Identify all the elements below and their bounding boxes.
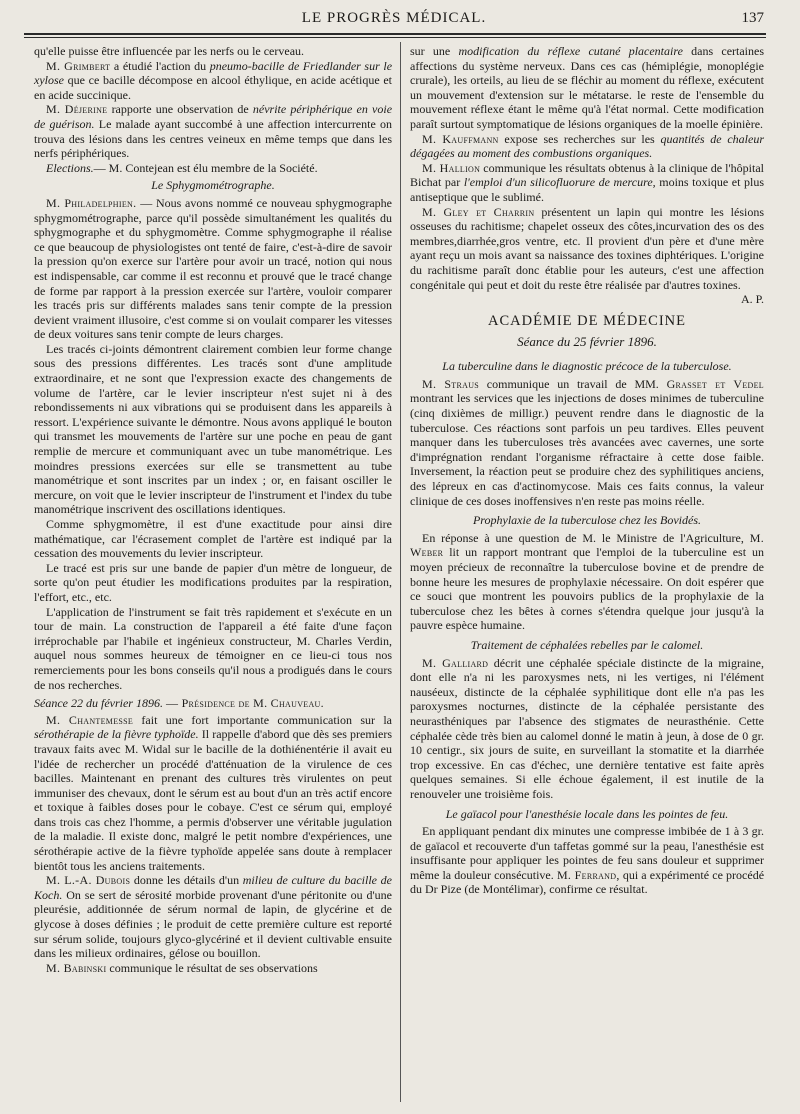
paragraph-philadelphien — [34, 196, 392, 342]
paragraph-application: L'application de l'instrument se fait très rapidement et s'exécute en un tour de main. La construction de l'appareil a été faite d'une façon irréprochable par l'habile et ingénieux constructeur, M. Charles Verdin, auquel nous sommes heureux de témoigner en ce lieu-ci tous nos remerciements pour les bons conseils qu'il nous a prodigués dans le cours de nos recherches. — [34, 604, 392, 692]
subheading-bovides: Prophylaxie de la tuberculose chez les Bovidés. — [472, 513, 702, 528]
paragraph-kauffmann — [410, 132, 764, 161]
author-galliard: M. Galliard — [422, 655, 489, 670]
topic-dejerine: névrite périphérique en voie de guérison. — [34, 102, 393, 131]
topic-hallion: l'emploi d'un silicofluorure de mercure, — [463, 175, 656, 190]
author-dejerine: M. Déjerine — [46, 102, 108, 117]
text: On se sert de sérosité morbide provenant d'une péritonite ou d'une pleurésie, additionnée de sérum normal de lapin, de glycérine et de glycose à doses définies ; le produit de cette première culture est reporté sur sérum solide, toujours glyco-glycériné et il devient cultivable ensuite dans les milieux ordinaires, gélose ou bouillon. — [34, 887, 393, 961]
running-head — [24, 4, 764, 30]
paragraph-traces: Les tracés ci-joints démontrent clairement combien leur forme change sous des pressions différentes. Les tracés sont d'une amplitude extraordinaire, et ne sont que l'expression exacte des changements de volume de l'artère, car le levier inscripteur n'est sujet ni à des rebondissements ni aux vibrations qui se produisent dans les appareils à ressort. L'expérience suivante le démontre. Nous avons appliqué le bouton qui transmet les mouvements de l'artère sur une poche en peau de gant remplie de mercure et communiquant avec un tube manométrique. Les moindres pressions exercées sur elle se transmettent au tube manométrique et sont inscrites par un index ; or, en faisant osciller le mercure, on voit que le levier inscripteur de l'instrument et l'index du tube manométrique inscrivent des oscillations identiques. — [34, 341, 392, 517]
text: communique les résultats obtenus à la clinique de l'hôpital Bichat par — [410, 160, 764, 190]
text: — Nous avons nommé ce nouveau sphygmographe sphygmométrographe, parce qu'il possède simultanément les qualités du sphygmographe et du sphygmomètre. Comme sphygmographe il réalise ce que beaucoup de physiologistes ont tenté de faire, c'est-à-dire de savoir la pression qu'on exerce sur l'artère pour avoir un tracé, notion qui nous est indispensable, car comme il est reconnu et prouvé que le tracé change de forme par rapport à la pression exercée sur l'artère, vouloir comparer les tracés pris sur différents malades sans tenir compte de la pression devient vraiment illusoire, c'est comme si on voulait comparer les vitesses de deux voitures sans tenir compte de leurs charges. — [34, 195, 393, 342]
topic-dubois: milieu de culture du bacille de Koch. — [34, 873, 393, 902]
header-rule — [24, 33, 766, 35]
text: qui a expérimenté ce procédé du Dr Pize (de Montélimar), confirme ce résultat. — [410, 867, 765, 897]
text: décrit une céphalée spéciale distincte de la migraine, dont elle n'a ni les paroxysmes nets, ni les vertiges, ni l'élément nauséeux, distincte de la céphalée syphilitique dont elle n'a pas les paroxysmes nocturnes, distincte de la céphalée persistante des neurasthéniques par l'absence des stigmates de neurasthénie. Cette céphalée cède très bien au calomel donné le matin à jeun, à dose de 0 gr. 10 centigr., six jours de suite, en surveillant la stomatite et la diarrhée trop excessive. En cas d'échec, une dernière tentative est faite après quelques semaines. Si elle échoue également, il est inutile de la renouveler une troisième fois. — [410, 655, 764, 801]
paragraph-elections — [34, 161, 392, 176]
topic-chantemesse: sérothérapie de la fièvre typhoïde. — [34, 727, 199, 742]
author-gley-charrin: M. Gley et Charrin — [422, 204, 535, 219]
author-kauffmann: M. Kauffmann — [422, 131, 499, 146]
text: sur une — [410, 44, 451, 58]
paragraph-babinski-cont — [410, 44, 764, 132]
text: — M. Contejean est élu membre de la Société. — [93, 160, 318, 175]
text: communique un travail de MM. — [486, 376, 659, 391]
author-grimbert: M. Grimbert — [46, 58, 111, 73]
signature: A. P. — [740, 292, 764, 307]
subheading-sphygmometrographe: Le Sphygmométrographe. — [151, 178, 275, 193]
paragraph-continuation: qu'elle puisse être influencée par les nerfs ou le cerveau. — [34, 44, 305, 58]
paragraph-dubois — [34, 873, 392, 961]
subheading-calomel: Traitement de céphalées rebelles par le calomel. — [470, 637, 704, 652]
section-academie: ACADÉMIE DE MÉDECINE — [487, 313, 686, 330]
text: lit un rapport montrant que l'emploi de la tuberculine est un moyen précieux de reconnaître la tuberculose bovine et de prendre de bonne heure les mesures de prophylaxie nécessaire. On doit espérer que ce souci que montrent les pouvoirs publics de la prophylaxie de la tuberculose chez les bêtes à cornes s'étendra quelque jour jusqu'à la pauvre espèce humaine. — [410, 545, 765, 633]
topic-kauffmann: quantités de chaleur dégagées au moment des combustions organiques. — [410, 131, 764, 161]
text: donne les détails d'un — [133, 873, 240, 888]
text: moins toxique et plus antiseptique que le sublimé. — [410, 175, 765, 204]
text: dans certaines affections du système nerveux. Dans ces cas (hémiplégie, monoplégie crurale), les orteils, au lieu de se fléchir au moment du réflexe, exécutent un mouvement d'extension sur le métatarse. le reste de l'ensemble du mouvement réflexe étant le même qu'à l'état normal. Cette modification paraît surtout symptomatique de lésions organiques de la moelle épinière. — [410, 44, 765, 131]
author-chantemesse: M. Chantemesse — [46, 712, 134, 727]
paragraph-hallion — [410, 161, 764, 205]
page-number: 137 — [741, 10, 764, 26]
subheading-gaiacol: Le gaïacol pour l'anesthésie locale dans les pointes de feu. — [445, 806, 729, 821]
paragraph-straus — [410, 377, 764, 508]
paragraph-chantemesse — [34, 713, 392, 874]
text: En appliquant pendant dix minutes une compresse imbibée de 1 à 3 gr. de gaïacol et recouverte d'un taffetas gommé sur la peau, l'anesthésie est insuffisante pour appliquer les pointes de feu sans douleur et supprimer même la douleur consécutive. — [410, 824, 764, 882]
seance-date: Séance 22 du février 1896. — [34, 696, 163, 711]
journal-title: LE PROGRÈS MÉDICAL. — [301, 10, 487, 26]
author-babinski: M. Babinski — [46, 960, 107, 975]
paragraph-dejerine — [34, 102, 392, 160]
paragraph-grimbert — [34, 59, 392, 103]
paragraph-sphygmometre: Comme sphygmomètre, il est d'une exactitude pour ainsi dire mathématique, car l'écrasement complet de l'artère est indiqué par la cessation des mouvements du levier inscripteur. — [34, 517, 392, 561]
paragraph-trace: Le tracé est pris sur une bande de papier d'un mètre de longueur, de sorte qu'on peut étudier les modifications produites par la respiration, l'effort, etc., etc. — [34, 560, 392, 604]
right-column — [410, 44, 764, 897]
left-column — [34, 44, 392, 975]
text: a étudié l'action du — [113, 58, 207, 73]
author-weber: M. Weber — [410, 530, 765, 560]
subheading-tuberculine: La tuberculine dans le diagnostic précoce de la tuberculose. — [442, 359, 732, 374]
paragraph-bovides — [410, 531, 764, 633]
header-rule-thin — [24, 37, 766, 38]
author-ferrand: M. Ferrand, — [556, 867, 620, 882]
paragraph-gley-charrin — [410, 204, 765, 307]
text: communique le résultat de ses observations — [109, 960, 318, 975]
text: Il rappelle d'abord que dès ses premiers travaux faits avec M. Widal sur le bacille de la dothiénentérie il avait eu l'idée de rechercher un procédé d'atténuation de la virulence de ces bacilles. Maintenant en prenant des cultures très virulentes on peut immuniser des chevaux, dont le sérum est au bout d'un an très actif encore et toxique à faibles doses pour le cobaye. C'est ce sérum qui, employé dans trois cas chez l'homme, a permis d'observer une véritable jugulation de la maladie. Il existe donc, malgré le petit nombre d'expériences, une sérothérapie active de la fièvre typhoïde appelée sans doute à remplacer bientôt tous les anciens traitements. — [34, 727, 392, 873]
author-straus: M. Straus — [422, 376, 480, 391]
seance-heading-22 — [34, 696, 392, 711]
topic-babinski: modification du réflexe cutané placentaire — [458, 44, 683, 58]
author-philadelphien: M. Philadelphien. — [46, 195, 137, 210]
column-divider — [400, 42, 401, 1102]
text: montrant les services que les injections de doses minimes de tuberculine (cinq dixièmes de milligr.) peuvent rendre dans le diagnostic de la tuberculose. Ces réactions sont parfois un peu tardives. Elles peuvent manquer dans les tuberculoses très avancées avec cavernes, une sorte d'imprégnation rendant l'organisme réfractaire à cette dose faible. Inversement, la réaction peut se produire chez des syphilitiques anciens, des lépreux en cas d'actinomycose. Mais ces faits connus, la valeur clinique de ces doses inoffensives n'en reste pas moins réelle. — [410, 391, 764, 508]
authors-grasset-vedel: Grasset et Vedel — [666, 376, 764, 391]
paragraph-babinski — [34, 961, 392, 976]
seance-25-fevrier: Séance du 25 février 1896. — [517, 333, 657, 349]
presidence: — Présidence de M. Chauveau. — [165, 696, 324, 711]
paragraph-galliard — [410, 656, 764, 802]
text: rapporte une observation de — [111, 102, 249, 117]
text: fait une fort importante communication sur la — [141, 712, 392, 727]
topic-grimbert: pneumo-bacille de Friedlander sur le xylose — [34, 58, 393, 88]
text: Le malade ayant succombé à une affection intercurrente on trouva des lésions dans les centres veineux en même temps que dans les nerfs périphériques. — [34, 116, 392, 161]
elections-label: Elections. — [46, 160, 94, 175]
text: expose ses recherches sur les — [504, 131, 655, 146]
author-hallion: M. Hallion — [422, 160, 481, 175]
text: En réponse à une question de M. le Ministre de l'Agriculture, — [422, 530, 744, 545]
text: que ce bacille décompose en alcool éthylique, en acide acétique et en acide succinique. — [34, 73, 393, 102]
author-dubois: M. L.-A. Dubois — [46, 873, 131, 888]
paragraph-gaiacol — [410, 824, 764, 897]
text: présentent un lapin qui montre les lésions osseuses du rachitisme; chapelet osseux des côtes,incurvation des os des membres,diarrhée,gros ventre, etc. Il provient d'un père et d'une mère ayant reçu un mois avant sa naissance des toxines diphtériques. L'origine du rachitisme paraît donc établie pour les auteurs, c'est une affection congénitale qui peut et doit du reste être réalisée par d'autres toxines. — [410, 204, 765, 292]
